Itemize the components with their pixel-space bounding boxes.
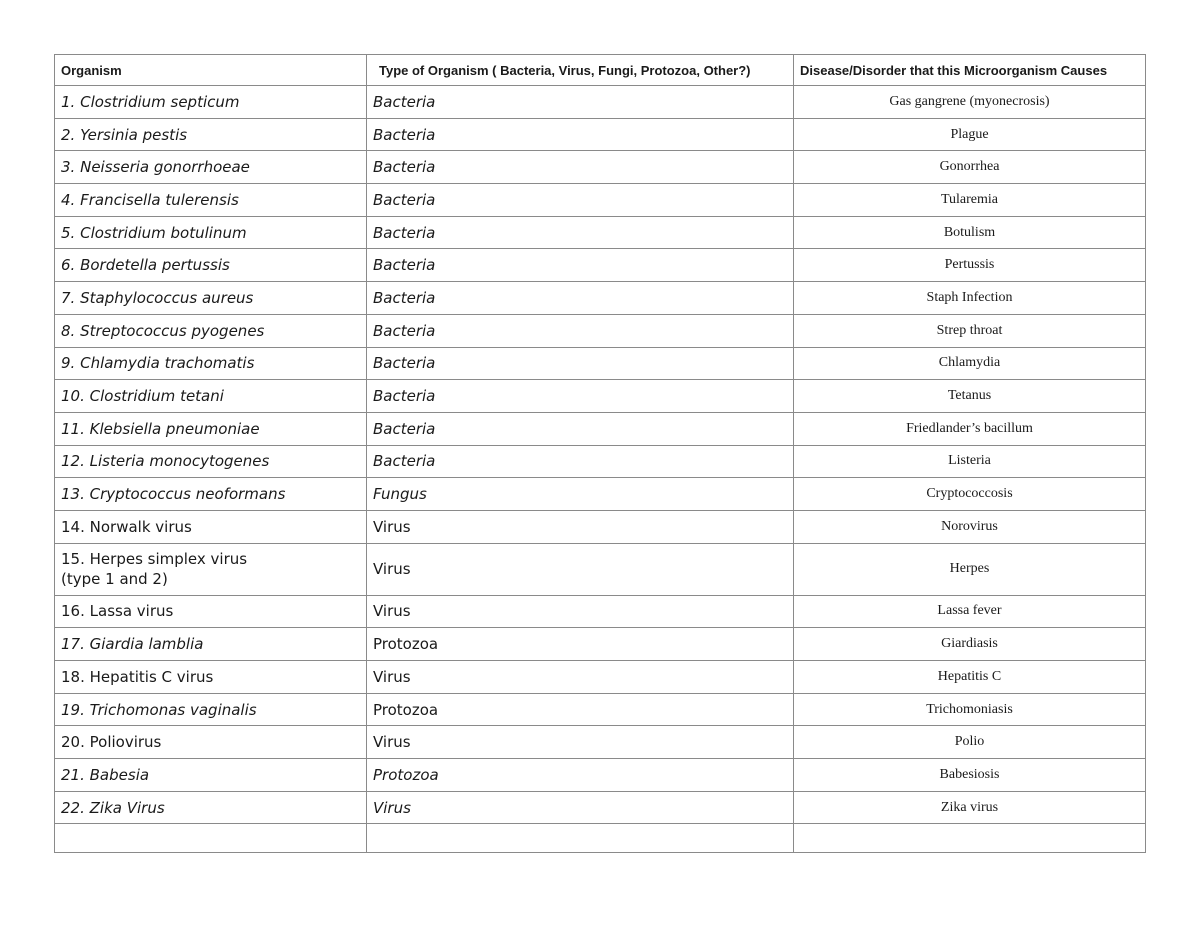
disease-cell: Gas gangrene (myonecrosis): [794, 86, 1146, 119]
row-number: 11.: [61, 419, 85, 438]
disease-cell: Tularemia: [794, 184, 1146, 217]
organism-cell: [55, 282, 367, 315]
disease-cell: Plague: [794, 118, 1146, 151]
organism-cell: [55, 151, 367, 184]
organism-type-cell: Bacteria: [367, 151, 794, 184]
row-number: 8.: [61, 321, 76, 340]
organism-name: Clostridium botulinum: [80, 223, 247, 242]
row-number: 16.: [61, 602, 85, 621]
disease-cell: Cryptococcosis: [794, 478, 1146, 511]
organism-type-cell: Bacteria: [367, 445, 794, 478]
organism-type-cell: Bacteria: [367, 86, 794, 119]
organism-type-cell: Virus: [367, 791, 794, 824]
organism-type-cell: Bacteria: [367, 412, 794, 445]
organism-name: Yersinia pestis: [80, 125, 188, 144]
row-number: 13.: [61, 485, 85, 504]
organism-name: Giardia lamblia: [89, 635, 204, 654]
header-disease: Disease/Disorder that this Microorganism Causes: [794, 55, 1146, 86]
organism-type-cell: Bacteria: [367, 184, 794, 217]
disease-cell: Staph Infection: [794, 282, 1146, 315]
row-number: 7.: [61, 288, 76, 307]
row-number: 5.: [61, 223, 76, 242]
organism-cell: [55, 510, 367, 543]
organism-cell: [55, 445, 367, 478]
organism-cell: [55, 628, 367, 661]
organism-cell: [55, 216, 367, 249]
table-row: [55, 661, 1146, 694]
organism-type-cell: Bacteria: [367, 216, 794, 249]
disease-cell: Listeria: [794, 445, 1146, 478]
table-row: [55, 347, 1146, 380]
table-row: [55, 759, 1146, 792]
table-row: [55, 412, 1146, 445]
table-row: [55, 791, 1146, 824]
disease-cell: Friedlander’s bacillum: [794, 412, 1146, 445]
organism-type-cell: Protozoa: [367, 628, 794, 661]
organism-cell: [55, 543, 367, 595]
table-header: [55, 55, 1146, 86]
organism-type-cell: Fungus: [367, 478, 794, 511]
organism-type-cell: Bacteria: [367, 347, 794, 380]
table-row: [55, 184, 1146, 217]
organism-name: Trichomonas vaginalis: [89, 700, 257, 719]
row-number: 10.: [61, 387, 85, 406]
organism-cell: [55, 86, 367, 119]
organism-cell: [55, 693, 367, 726]
table-row: [55, 726, 1146, 759]
row-number: 3.: [61, 158, 76, 177]
row-number: 15.: [61, 550, 85, 569]
table-row: [55, 216, 1146, 249]
table-row: [55, 282, 1146, 315]
organism-type-cell: Virus: [367, 661, 794, 694]
row-number: 20.: [61, 733, 85, 752]
organism-name: Lassa virus: [89, 602, 174, 621]
disease-cell: Lassa fever: [794, 595, 1146, 628]
disease-cell: Gonorrhea: [794, 151, 1146, 184]
organism-name: Hepatitis C virus: [89, 667, 214, 686]
organism-type-cell: Virus: [367, 510, 794, 543]
table-row: [55, 693, 1146, 726]
organism-name: Poliovirus: [89, 733, 162, 752]
organism-type-cell: Protozoa: [367, 759, 794, 792]
organism-name: Streptococcus pyogenes: [80, 321, 265, 340]
organism-table: [54, 54, 1146, 853]
disease-cell: Norovirus: [794, 510, 1146, 543]
row-number: 17.: [61, 635, 85, 654]
table-row: [55, 595, 1146, 628]
row-number: 21.: [61, 765, 85, 784]
header-organism: Organism: [55, 55, 367, 86]
header-row: [55, 55, 1146, 86]
organism-type-cell: Virus: [367, 726, 794, 759]
disease-cell: Babesiosis: [794, 759, 1146, 792]
disease-cell: Herpes: [794, 543, 1146, 595]
organism-type-cell: Virus: [367, 595, 794, 628]
disease-cell: Trichomoniasis: [794, 693, 1146, 726]
organism-cell: [55, 759, 367, 792]
organism-type-cell: Bacteria: [367, 249, 794, 282]
organism-type-cell: Bacteria: [367, 282, 794, 315]
disease-cell: Chlamydia: [794, 347, 1146, 380]
row-number: 12.: [61, 452, 85, 471]
organism-name: Norwalk virus: [89, 517, 192, 536]
organism-type-cell: Bacteria: [367, 314, 794, 347]
disease-cell: Zika virus: [794, 791, 1146, 824]
table-row: [55, 445, 1146, 478]
row-number: 4.: [61, 190, 76, 209]
row-number: 18.: [61, 667, 85, 686]
organism-name: Babesia: [89, 765, 150, 784]
organism-cell: [55, 347, 367, 380]
organism-cell: [55, 478, 367, 511]
disease-cell: [794, 824, 1146, 853]
organism-name: Zika Virus: [89, 798, 165, 817]
table-row: [55, 249, 1146, 282]
row-number: 9.: [61, 354, 76, 373]
table-row: [55, 314, 1146, 347]
organism-name: Klebsiella pneumoniae: [89, 419, 260, 438]
organism-name: Staphylococcus aureus: [80, 288, 254, 307]
row-number: 22.: [61, 798, 85, 817]
table-body: [55, 86, 1146, 853]
organism-name: Clostridium septicum: [80, 92, 240, 111]
table-row: [55, 824, 1146, 853]
row-number: 6.: [61, 256, 76, 275]
organism-name: Chlamydia trachomatis: [80, 354, 255, 373]
organism-name: Clostridium tetani: [89, 387, 224, 406]
organism-cell: [55, 380, 367, 413]
disease-cell: Pertussis: [794, 249, 1146, 282]
table-row: [55, 380, 1146, 413]
row-number: 2.: [61, 125, 76, 144]
organism-cell: [55, 249, 367, 282]
table-row: [55, 151, 1146, 184]
organism-cell: [55, 661, 367, 694]
organism-type-cell: Protozoa: [367, 693, 794, 726]
organism-cell: [55, 824, 367, 853]
organism-name: Neisseria gonorrhoeae: [80, 158, 250, 177]
organism-cell: [55, 726, 367, 759]
organism-type-cell: Bacteria: [367, 118, 794, 151]
organism-name: Herpes simplex virus (type 1 and 2): [61, 550, 248, 589]
organism-name: Listeria monocytogenes: [89, 452, 270, 471]
organism-name: Francisella tulerensis: [80, 190, 239, 209]
row-number: 19.: [61, 700, 85, 719]
disease-cell: Botulism: [794, 216, 1146, 249]
table-row: [55, 510, 1146, 543]
disease-cell: Hepatitis C: [794, 661, 1146, 694]
organism-name: Bordetella pertussis: [80, 256, 230, 275]
table-row: [55, 86, 1146, 119]
table-row: [55, 543, 1146, 595]
organism-cell: [55, 184, 367, 217]
disease-cell: Strep throat: [794, 314, 1146, 347]
table-row: [55, 478, 1146, 511]
organism-cell: [55, 412, 367, 445]
disease-cell: Tetanus: [794, 380, 1146, 413]
header-organism-type: Type of Organism ( Bacteria, Virus, Fungi, Protozoa, Other?): [367, 55, 794, 86]
organism-type-cell: Virus: [367, 543, 794, 595]
disease-cell: Giardiasis: [794, 628, 1146, 661]
organism-cell: [55, 791, 367, 824]
disease-cell: Polio: [794, 726, 1146, 759]
organism-type-cell: [367, 824, 794, 853]
organism-cell: [55, 595, 367, 628]
organism-cell: [55, 118, 367, 151]
table-row: [55, 118, 1146, 151]
row-number: 14.: [61, 517, 85, 536]
organism-cell: [55, 314, 367, 347]
organism-name: Cryptococcus neoformans: [89, 485, 286, 504]
organism-type-cell: Bacteria: [367, 380, 794, 413]
row-number: 1.: [61, 92, 76, 111]
table-row: [55, 628, 1146, 661]
